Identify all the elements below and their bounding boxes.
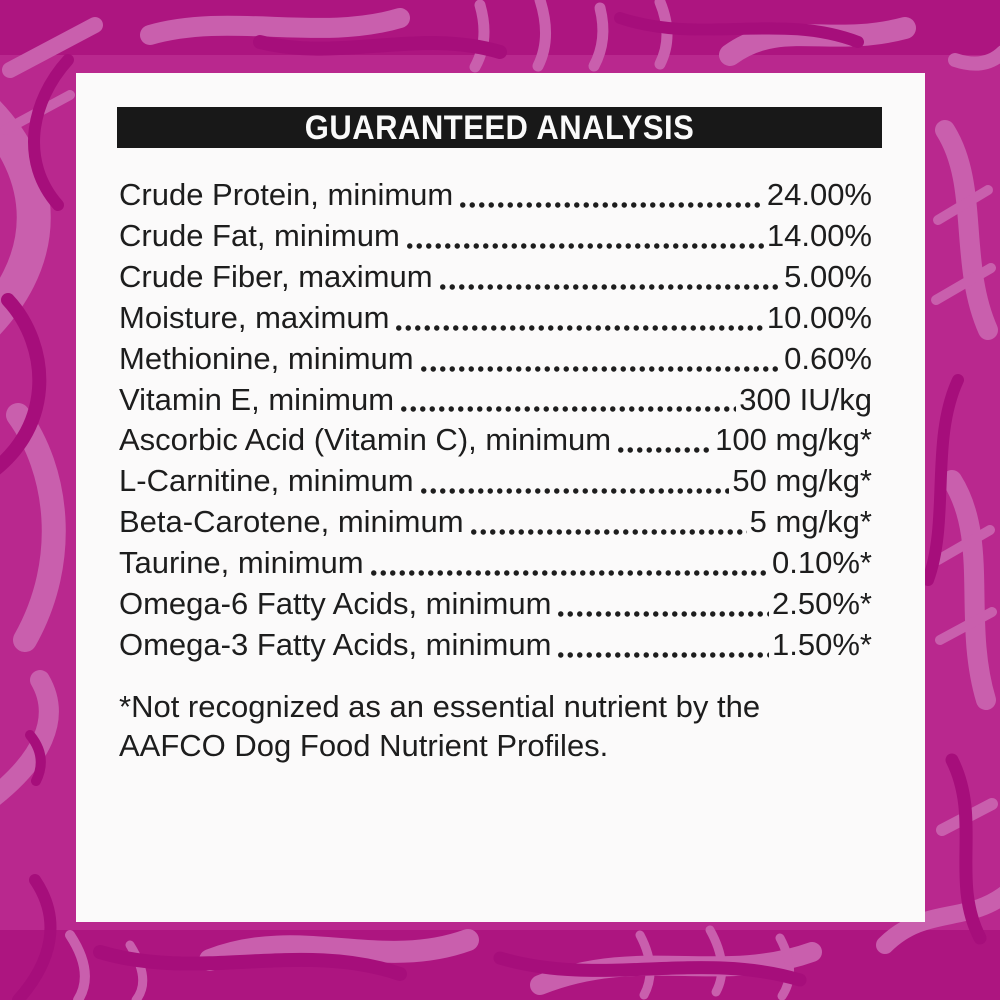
footnote [119, 687, 872, 766]
analysis-row [119, 339, 872, 380]
analysis-row [119, 461, 872, 502]
nutrient-value: 2.50%* [772, 586, 872, 622]
dotted-leader [469, 528, 747, 536]
nutrient-label: L-Carnitine, minimum [119, 463, 414, 499]
page-title: GUARANTEED ANALYSIS [304, 107, 695, 147]
dotted-leader [405, 242, 764, 250]
nutrient-label: Crude Fiber, maximum [119, 258, 433, 294]
dotted-leader [616, 446, 712, 454]
nutrient-value: 5 mg/kg* [749, 504, 872, 540]
nutrient-value: 100 mg/kg* [715, 422, 872, 458]
analysis-row [119, 625, 872, 666]
analysis-row [119, 298, 872, 339]
nutrient-value: 300 IU/kg [739, 381, 872, 417]
analysis-rows [119, 175, 872, 666]
analysis-row [119, 175, 872, 216]
dotted-leader [399, 405, 736, 413]
analysis-row [119, 502, 872, 543]
dotted-leader [556, 610, 769, 618]
nutrient-value: 1.50%* [772, 626, 872, 662]
dotted-leader [438, 283, 782, 291]
nutrient-value: 50 mg/kg* [732, 463, 872, 499]
nutrient-label: Ascorbic Acid (Vitamin C), minimum [119, 422, 612, 458]
nutrient-label: Crude Protein, minimum [119, 177, 454, 212]
dotted-leader [458, 201, 764, 209]
dotted-leader [369, 569, 769, 577]
nutrient-label: Methionine, minimum [119, 340, 414, 376]
dotted-leader [419, 365, 781, 373]
guaranteed-analysis-card [76, 73, 925, 922]
dotted-leader [419, 487, 730, 495]
analysis-row [119, 257, 872, 298]
nutrient-label: Beta-Carotene, minimum [119, 504, 464, 540]
nutrient-value: 0.10%* [772, 545, 872, 581]
analysis-row [119, 543, 872, 584]
dotted-leader [556, 651, 769, 659]
nutrient-label: Taurine, minimum [119, 545, 364, 581]
analysis-row [119, 420, 872, 461]
nutrient-value: 24.00% [766, 177, 872, 212]
analysis-row [119, 584, 872, 625]
nutrient-label: Vitamin E, minimum [119, 381, 395, 417]
footnote-line-2: AAFCO Dog Food Nutrient Profiles. [119, 728, 609, 764]
header-bar [117, 107, 882, 148]
nutrient-label: Omega-3 Fatty Acids, minimum [119, 626, 552, 662]
nutrient-value: 14.00% [766, 217, 872, 253]
dotted-leader [394, 324, 763, 332]
footnote-line-1: *Not recognized as an essential nutrient by the [119, 688, 761, 724]
nutrient-value: 0.60% [784, 340, 872, 376]
nutrient-label: Crude Fat, minimum [119, 217, 400, 253]
nutrient-label: Moisture, maximum [119, 299, 390, 335]
analysis-row [119, 380, 872, 421]
nutrient-value: 5.00% [784, 258, 872, 294]
analysis-row [119, 216, 872, 257]
nutrient-value: 10.00% [766, 299, 872, 335]
nutrient-label: Omega-6 Fatty Acids, minimum [119, 586, 552, 622]
